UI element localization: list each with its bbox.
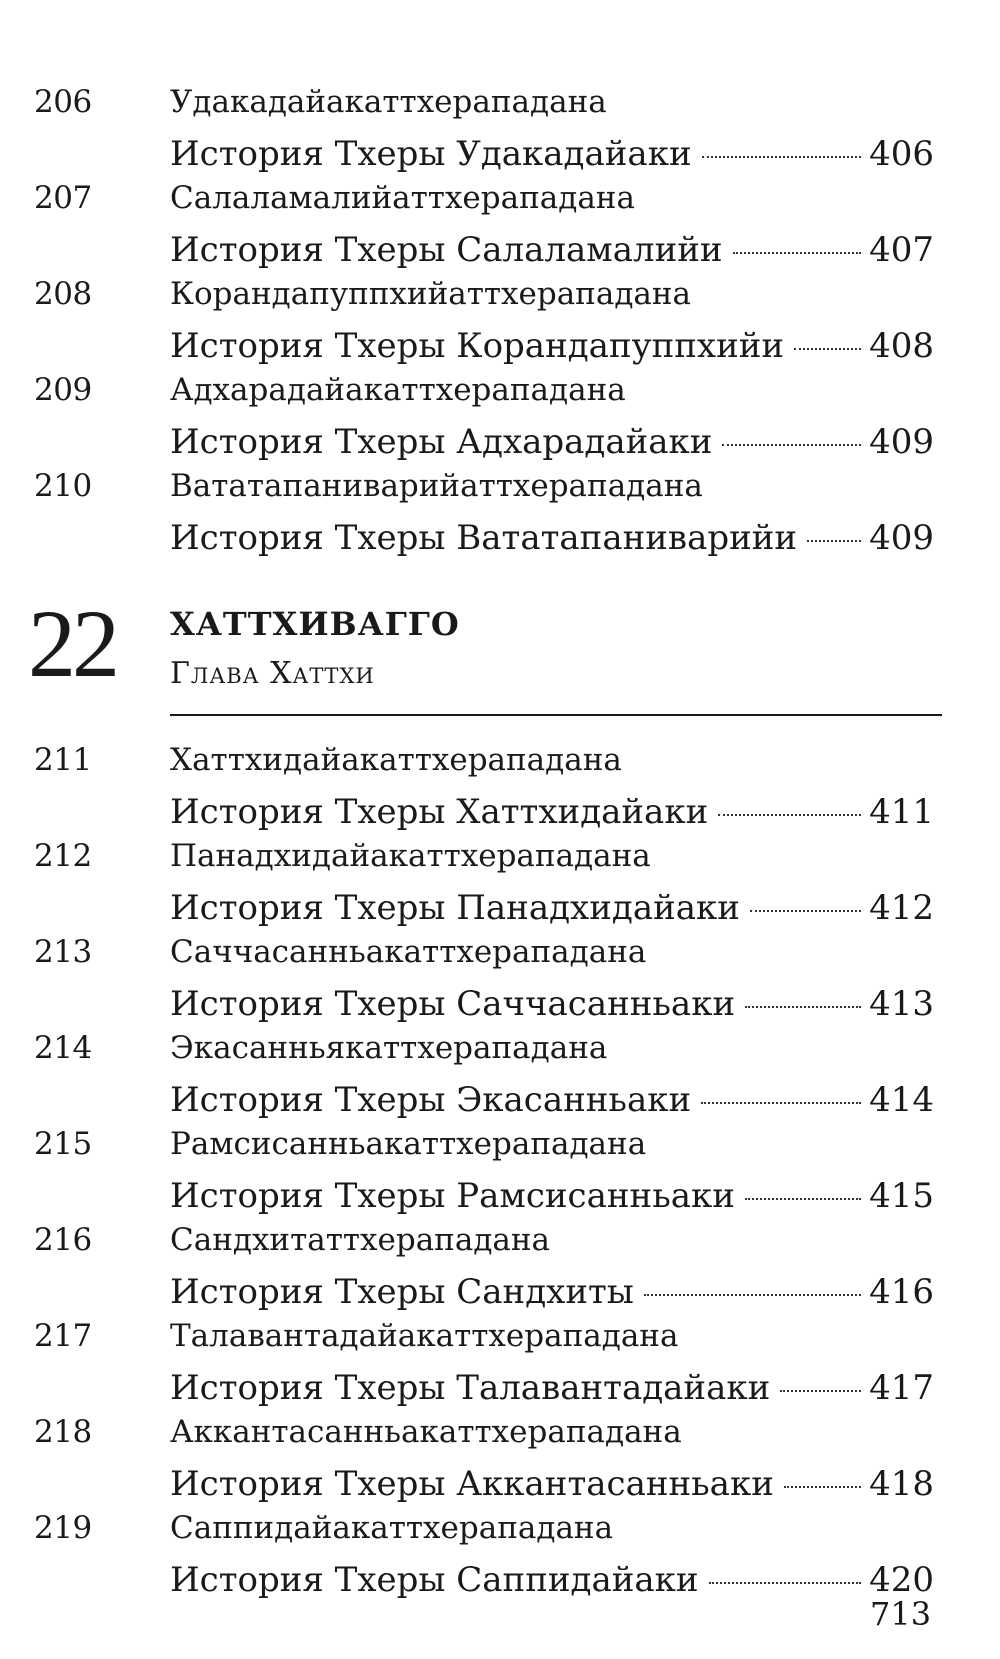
entry-pali-title: Талавантадайакаттхерападана — [170, 1318, 679, 1354]
entry-title-line — [170, 1364, 934, 1412]
entry-page-number: 412 — [869, 888, 934, 928]
entry-pali-title: Экасанньякаттхерападана — [170, 1030, 608, 1066]
entry-number: 210 — [34, 468, 92, 504]
entry-pali-title: Рамсисанньакаттхерападана — [170, 1126, 647, 1162]
entry-number: 212 — [34, 838, 92, 874]
toc-entry — [0, 370, 1000, 466]
entry-title: История Тхеры Хаттхидайаки — [170, 792, 709, 832]
toc-entry — [0, 836, 1000, 932]
entry-pali-title: Салаламалийаттхерападана — [170, 180, 635, 216]
dot-leader — [718, 814, 861, 816]
toc-entry — [0, 1220, 1000, 1316]
entry-title-line — [170, 322, 934, 370]
entry-pali-title: Удакадайакаттхерападана — [170, 84, 607, 120]
dot-leader — [807, 540, 861, 542]
dot-leader — [784, 1486, 861, 1488]
entry-pali-title: Сандхитаттхерападана — [170, 1222, 551, 1258]
entry-number: 216 — [34, 1222, 92, 1258]
entry-page-number: 414 — [869, 1080, 934, 1120]
entry-page-number: 409 — [869, 518, 934, 558]
chapter-title: ХАТТХИВАГГО — [170, 605, 460, 643]
entry-number: 217 — [34, 1318, 92, 1354]
dot-leader — [644, 1294, 861, 1296]
entry-pali-title: Адхарадайакаттхерападана — [170, 372, 626, 408]
entry-number: 209 — [34, 372, 92, 408]
entry-number: 218 — [34, 1414, 92, 1450]
entry-title: История Тхеры Аккантасанньаки — [170, 1464, 774, 1504]
entry-title-line — [170, 130, 934, 178]
toc-entry — [0, 932, 1000, 1028]
entry-title-line — [170, 1460, 934, 1508]
entry-number: 213 — [34, 934, 92, 970]
toc-entry — [0, 740, 1000, 836]
entry-title: История Тхеры Сандхиты — [170, 1272, 634, 1312]
dot-leader — [750, 910, 861, 912]
entry-page-number: 406 — [869, 134, 934, 174]
entry-title-line — [170, 884, 934, 932]
chapter-heading — [28, 590, 940, 714]
entry-title: История Тхеры Саччасанньаки — [170, 984, 736, 1024]
entry-number: 211 — [34, 742, 92, 778]
entry-title-line — [170, 1172, 934, 1220]
dot-leader — [745, 1006, 861, 1008]
toc-entry — [0, 178, 1000, 274]
entry-number: 206 — [34, 84, 92, 120]
toc-entry — [0, 1028, 1000, 1124]
dot-leader — [794, 348, 861, 350]
entry-title-line — [170, 1556, 934, 1604]
entry-title: История Тхеры Ватaтапаниварийи — [170, 518, 798, 558]
chapter-subtitle: Глава Хаттхи — [170, 656, 375, 691]
entry-title-line — [170, 788, 934, 836]
entry-number: 214 — [34, 1030, 92, 1066]
entry-title: История Тхеры Саппидайаки — [170, 1560, 699, 1600]
dot-leader — [780, 1390, 861, 1392]
dot-leader — [733, 252, 862, 254]
entry-number: 215 — [34, 1126, 92, 1162]
toc-entry — [0, 1412, 1000, 1508]
entry-page-number: 416 — [869, 1272, 934, 1312]
entry-title: История Тхеры Корандапуппхийи — [170, 326, 785, 366]
entry-title-line — [170, 514, 934, 562]
entry-page-number: 418 — [869, 1464, 934, 1504]
entry-title: История Тхеры Салаламалийи — [170, 230, 723, 270]
entry-title: История Тхеры Удакадайаки — [170, 134, 692, 174]
entry-title: История Тхеры Экасанньаки — [170, 1080, 692, 1120]
entry-pali-title: Корандапуппхийаттхерападана — [170, 276, 692, 312]
entry-title-line — [170, 980, 934, 1028]
dot-leader — [701, 1102, 861, 1104]
entry-title-line — [170, 1076, 934, 1124]
entry-pali-title: Саппидайакаттхерападана — [170, 1510, 614, 1546]
toc-entry — [0, 274, 1000, 370]
dot-leader — [702, 156, 861, 158]
entry-title: История Тхеры Панадхидайаки — [170, 888, 740, 928]
entry-pali-title: Панадхидайакаттхерападана — [170, 838, 651, 874]
entry-page-number: 408 — [869, 326, 934, 366]
entry-title: История Тхеры Талавантадайаки — [170, 1368, 771, 1408]
dot-leader — [745, 1198, 861, 1200]
entry-pali-title: Ватaтапаниварийаттхерападана — [170, 468, 703, 504]
entry-page-number: 415 — [869, 1176, 934, 1216]
entry-pali-title: Саччасанньакаттхерападана — [170, 934, 647, 970]
entry-pali-title: Хаттхидайакаттхерападана — [170, 742, 622, 778]
toc-entry — [0, 82, 1000, 178]
toc-entry — [0, 466, 1000, 562]
entry-title: История Тхеры Рамсисанньаки — [170, 1176, 735, 1216]
dot-leader — [709, 1582, 862, 1584]
entry-page-number: 413 — [869, 984, 934, 1024]
entry-page-number: 407 — [869, 230, 934, 270]
entry-page-number: 420 — [869, 1560, 934, 1600]
toc-entry — [0, 1316, 1000, 1412]
chapter-number: 22 — [28, 590, 116, 697]
chapter-divider — [170, 714, 942, 716]
toc-entry — [0, 1508, 1000, 1604]
entry-page-number: 417 — [869, 1368, 934, 1408]
entry-number: 219 — [34, 1510, 92, 1546]
entry-pali-title: Аккантасанньакаттхерападана — [170, 1414, 682, 1450]
entry-page-number: 409 — [869, 422, 934, 462]
entry-title-line — [170, 418, 934, 466]
page-folio-number: 713 — [870, 1595, 932, 1633]
entry-number: 207 — [34, 180, 92, 216]
toc-entry — [0, 1124, 1000, 1220]
entry-title-line — [170, 226, 934, 274]
entry-number: 208 — [34, 276, 92, 312]
dot-leader — [722, 444, 861, 446]
entry-title: История Тхеры Адхарадайаки — [170, 422, 713, 462]
entry-title-line — [170, 1268, 934, 1316]
entry-page-number: 411 — [869, 792, 934, 832]
